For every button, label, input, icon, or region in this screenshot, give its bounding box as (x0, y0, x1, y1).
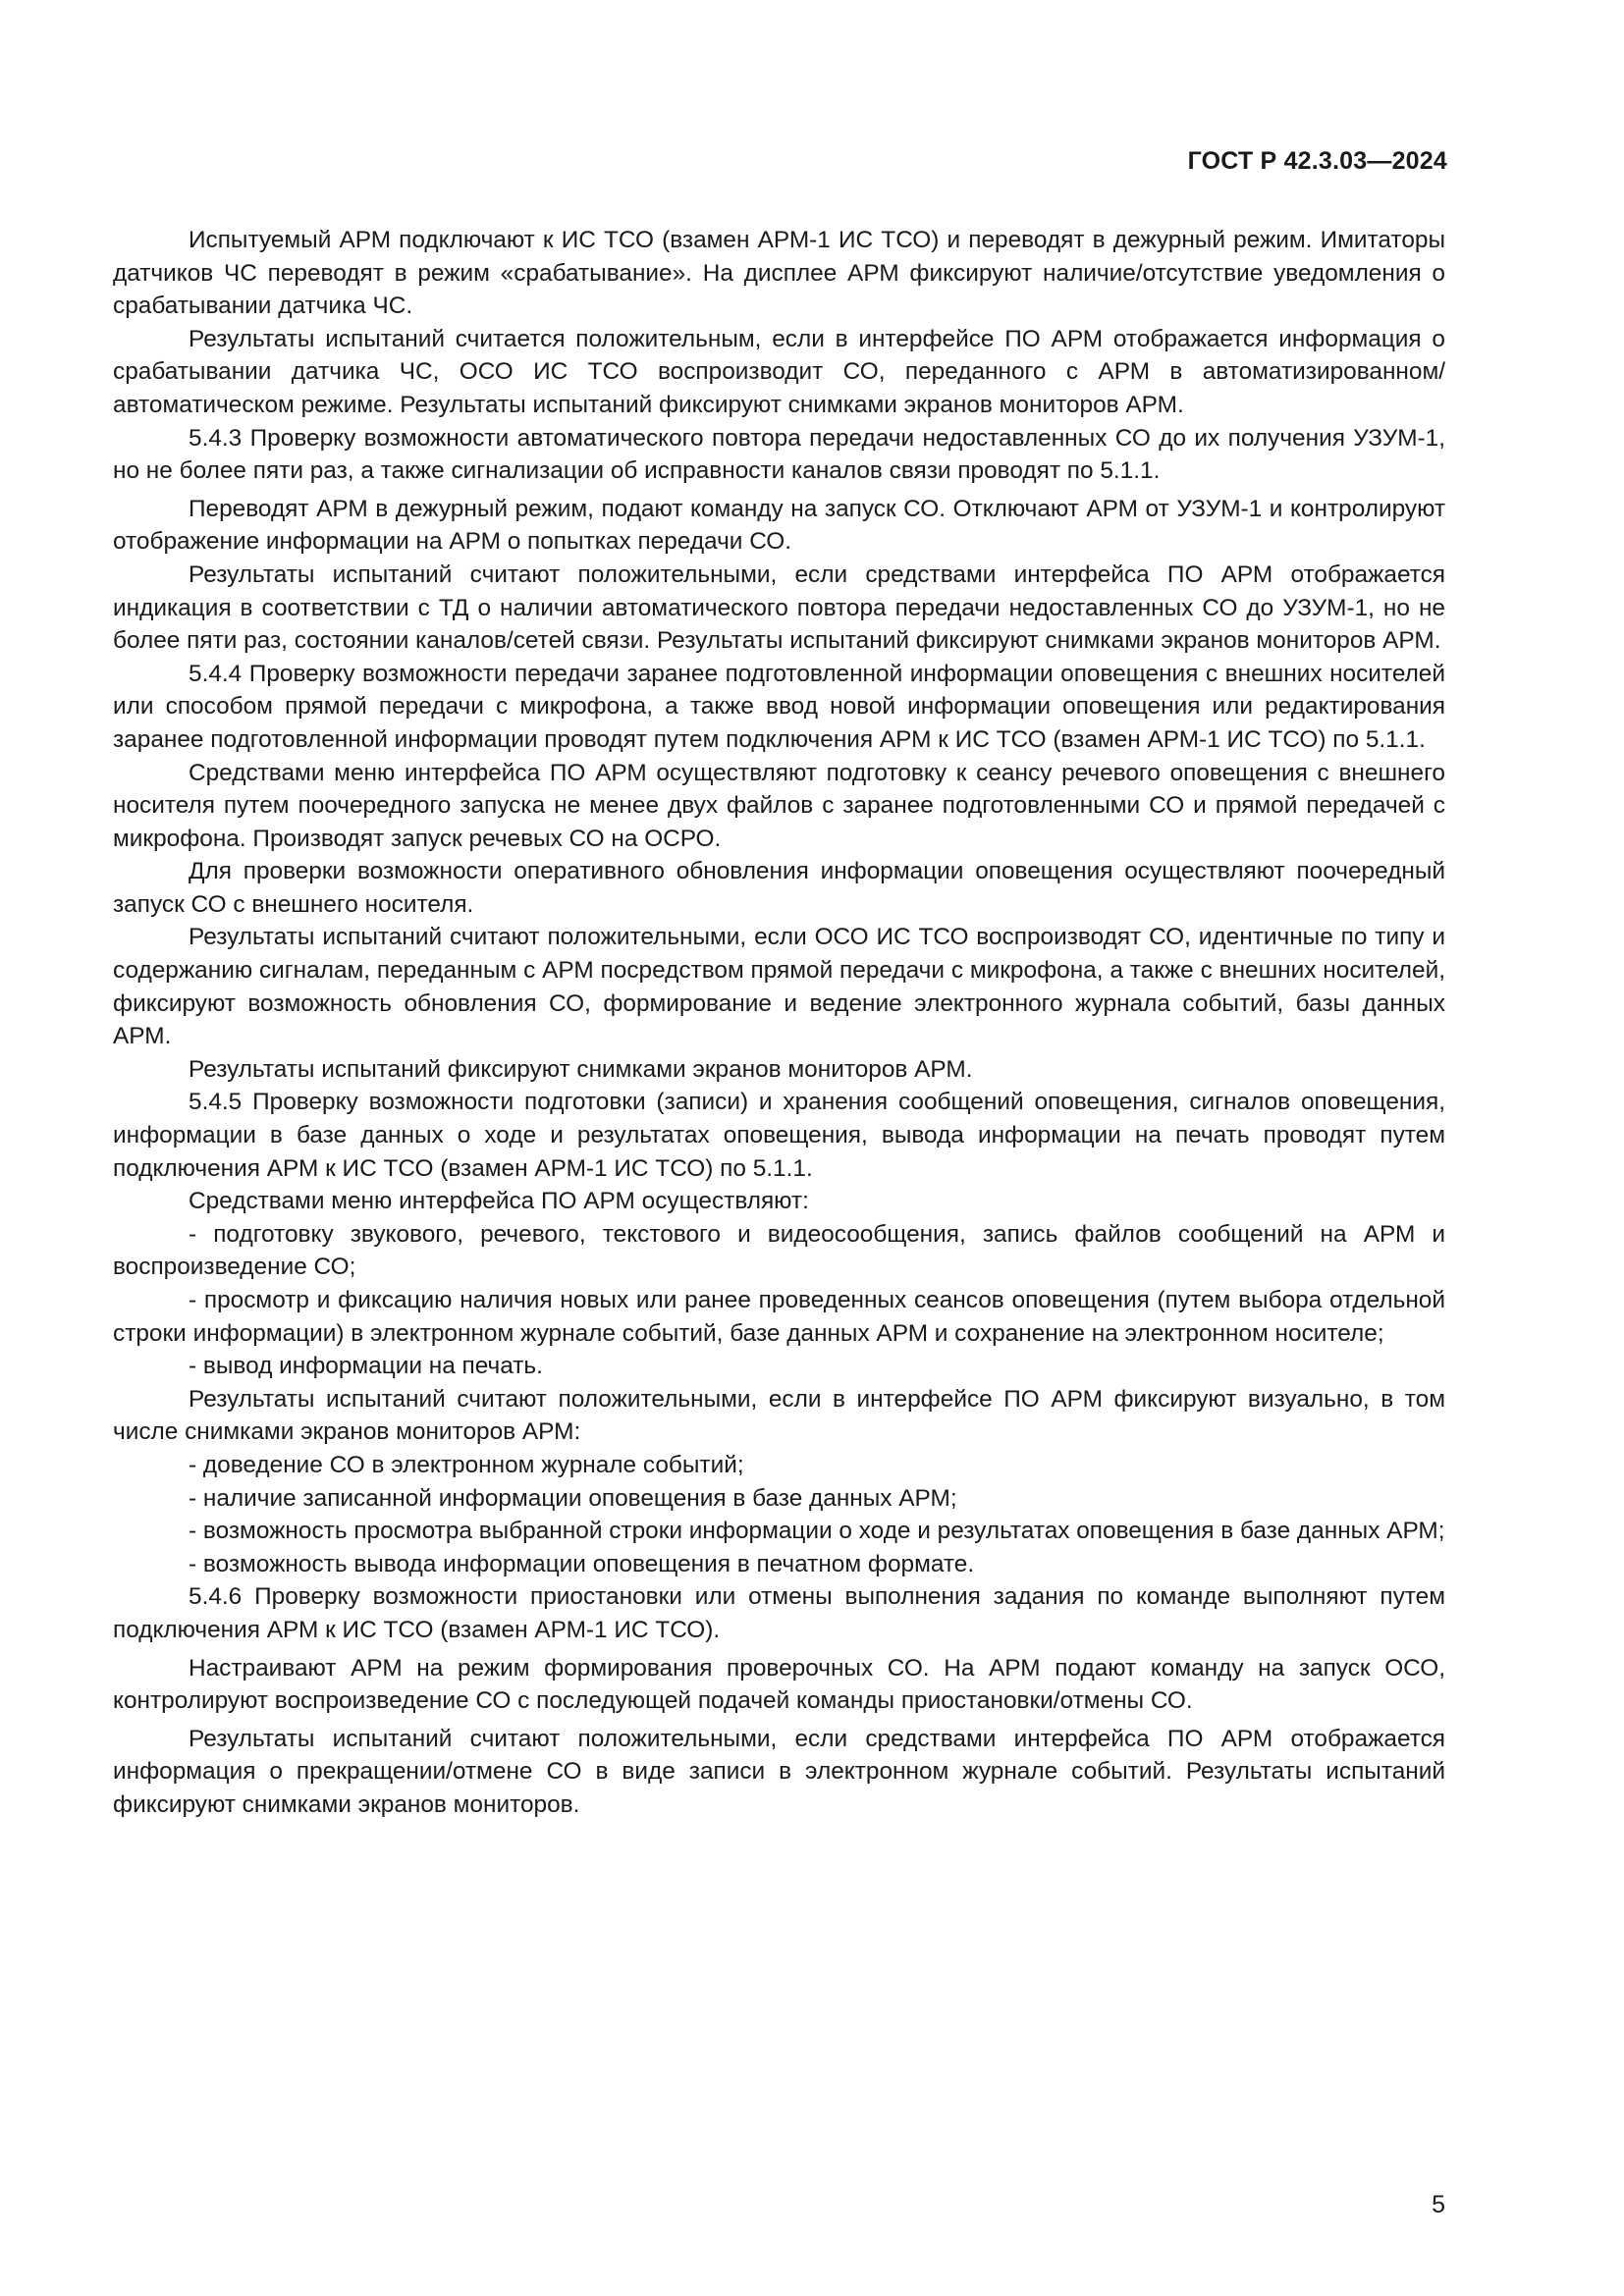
page-number: 5 (1432, 2191, 1445, 2218)
list-item: - подготовку звукового, речевого, текстового и видеосообщения, запись файлов сообщений на АРМ и воспроизведение СО; (113, 1220, 1445, 1281)
document-code-header: ГОСТ Р 42.3.03—2024 (1187, 147, 1447, 175)
paragraph: Настраивают АРМ на режим формирования проверочных СО. На АРМ подают команду на запуск ОСО, контролируют воспроизведение СО с последующей подачей команды приостановки/отмены СО. (113, 1654, 1445, 1715)
paragraph: Результаты испытаний считают положительными, если в интерфейсе ПО АРМ фиксируют визуально, в том числе снимками экранов мониторов АРМ: (113, 1385, 1445, 1446)
document-body (113, 224, 1445, 1822)
list-item: - наличие записанной информации оповещения в базе данных АРМ; (189, 1484, 957, 1512)
paragraph: Для проверки возможности оперативного обновления информации оповещения осуществляют поочередный запуск СО с внешнего носителя. (113, 858, 1445, 918)
list-item: - вывод информации на печать. (189, 1353, 543, 1380)
list-item: - доведение СО в электронном журнале событий; (189, 1451, 744, 1478)
paragraph: 5.4.6 Проверку возможности приостановки или отмены выполнения задания по команде выполняют путем подключения АРМ к ИС ТСО (взамен АРМ-1 ИС ТСО). (113, 1583, 1445, 1643)
paragraph: Результаты испытаний считается положительным, если в интерфейсе ПО АРМ отображается информация о срабатывании датчика ЧС, ОСО ИС ТСО воспроизводит СО, переданного с АРМ в автоматизированном/автоматическом режиме. Результаты испытаний фиксируют снимками экранов мониторов АРМ. (113, 325, 1445, 418)
paragraph: Переводят АРМ в дежурный режим, подают команду на запуск СО. Отключают АРМ от УЗУМ-1 и контролируют отображение информации на АРМ о попытках передачи СО. (113, 495, 1445, 556)
paragraph: Испытуемый АРМ подключают к ИС ТСО (взамен АРМ-1 ИС ТСО) и переводят в дежурный режим. Имитаторы датчиков ЧС переводят в режим «срабатывание». На дисплее АРМ фиксируют наличие/отсутствие уведомления о срабатывании датчика ЧС. (113, 227, 1445, 320)
paragraph: Результаты испытаний считают положительными, если ОСО ИС ТСО воспроизводят СО, идентичные по типу и содержанию сигналам, переданным с АРМ посредством прямой передачи с микрофона, а также с внешних носителей, фиксируют возможность обновления СО, формирование и ведение электронного журнала событий, базы данных АРМ. (113, 924, 1445, 1050)
list-item: - просмотр и фиксацию наличия новых или ранее проведенных сеансов оповещения (путем выбора отдельной строки информации) в электронном журнале событий, базе данных АРМ и сохранение на электронном носителе; (113, 1287, 1445, 1347)
list-item: - возможность вывода информации оповещения в печатном формате. (189, 1550, 975, 1577)
paragraph: 5.4.3 Проверку возможности автоматического повтора передачи недоставленных СО до их получения УЗУМ-1, но не более пяти раз, а также сигнализации об исправности каналов связи проводят по 5.1.1. (113, 424, 1445, 485)
paragraph: Средствами меню интерфейса ПО АРМ осуществляют подготовку к сеансу речевого оповещения с внешнего носителя путем поочередного запуска не менее двух файлов с заранее подготовленными СО и прямой передачей с микрофона. Производят запуск речевых СО на ОСРО. (113, 759, 1445, 852)
paragraph: 5.4.4 Проверку возможности передачи заранее подготовленной информации оповещения с внешних носителей или способом прямой передачи с микрофона, а также ввод новой информации оповещения или редактирования заранее подготовленной информации проводят путем подключения АРМ к ИС ТСО (взамен АРМ-1 ИС ТСО) по 5.1.1. (113, 660, 1445, 753)
paragraph: Результаты испытаний считают положительными, если средствами интерфейса ПО АРМ отображается индикация в соответствии с ТД о наличии автоматического повтора передачи недоставленных СО до УЗУМ-1, но не более пяти раз, состоянии каналов/сетей связи. Результаты испытаний фиксируют снимками экранов мониторов АРМ. (113, 561, 1445, 655)
paragraph: Результаты испытаний считают положительными, если средствами интерфейса ПО АРМ отображается информация о прекращении/отмене СО в виде записи в электронном журнале событий. Результаты испытаний фиксируют снимками экранов мониторов. (113, 1725, 1445, 1818)
paragraph: Результаты испытаний фиксируют снимками экранов мониторов АРМ. (189, 1055, 973, 1083)
paragraph: Средствами меню интерфейса ПО АРМ осуществляют: (189, 1188, 809, 1215)
list-item: - возможность просмотра выбранной строки информации о ходе и результатах оповещения в базе данных АРМ; (189, 1518, 1445, 1545)
paragraph: 5.4.5 Проверку возможности подготовки (записи) и хранения сообщений оповещения, сигналов оповещения, информации в базе данных о ходе и результатах оповещения, вывода информации на печать проводят путем подключения АРМ к ИС ТСО (взамен АРМ-1 ИС ТСО) по 5.1.1. (113, 1089, 1445, 1182)
